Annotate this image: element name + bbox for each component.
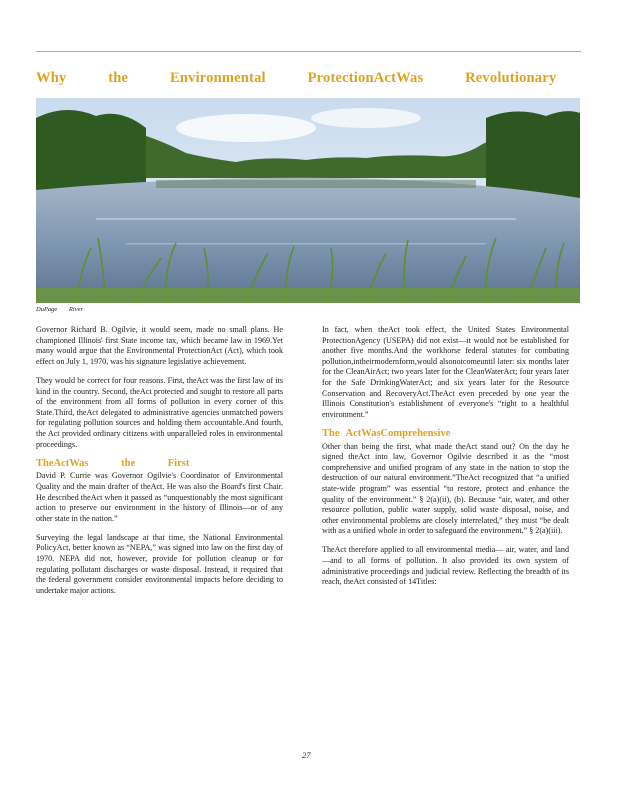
section-heading: TheActWas the First — [36, 457, 190, 469]
paragraph: Other than being the first, what made theAct stand out? On the day he signed theAct into law, Governor Ogilvie described it as the “most comprehensive and unified program of any state in the nation to stop the destruction of our natural environment.”TheAct recognized that “a unified state-wide program” was essential “to restore, protect and enhance the quality of the environment.” § 2(a)(ii), (b). Because “air, water, and other resource pollution, public water supply, solid waste disposal, noise, and other environmental problems are closely interrelated,” they must “be dealt with as a unified whole in order to safeguard the environment.” § 2(a)(iii). — [322, 441, 569, 536]
photo-caption: DuPage River — [36, 306, 84, 313]
paragraph: Governor Richard B. Ogilvie, it would seem, made no small plans. He championed Illinois' first State income tax, which became law in 1969.Yet many would argue that the Environmental ProtectionAct (Act), which took effect on July 1, 1970, was his signature legislative achievement. — [36, 325, 283, 366]
section-heading: The ActWasComprehensive — [322, 427, 451, 439]
paragraph: In fact, when theAct took effect, the United States Environmental ProtectionAgency (USEPA) did not exist—it would not be established for another five months.And the workhorse federal statutes for combating pollution,intheirmodernform,would alsonotcomeuntil later: six months later for the CleanAirAct; two years later for the CleanWaterAct; four years later for the Safe DrinkingWaterAct; and six years later for the Resource Conservation and RecoveryAct.TheAct even preceded by one year the Illinois Constitution's establishment of everyone's “right to a healthful environment.” — [322, 325, 569, 419]
river-photo — [36, 98, 580, 303]
paragraph: Surveying the legal landscape at that time, the National Environmental PolicyAct, better known as “NEPA,” was signed into law on the first day of 1970. NEPA did not, however, provide for pollution cleanup or for regulating pollutant discharges or waste disposal. Instead, it required that the federal government consider environmental impacts before deciding to undertake major actions. — [36, 532, 283, 595]
page-number: 27 — [302, 750, 311, 760]
left-column — [36, 325, 283, 605]
right-column — [322, 325, 569, 596]
header-rule — [36, 51, 581, 52]
paragraph: David P. Currie was Governor Ogilvie's Coordinator of Environmental Quality and the main drafter of theAct. He was also the Board's first Chair. He described theAct when it passed as “unquestionably the most significant action to preserve our environment in the history of Illinois—or of any other state in the nation.” — [36, 471, 283, 523]
page-title: Why the Environmental ProtectionActWas Revolutionary — [36, 70, 557, 86]
paragraph: TheAct therefore applied to all environmental media— air, water, and land—and to all forms of pollution. It also provided its own system of administrative proceedings and judicial review. Reflecting the breadth of its reach, theAct consisted of 14Titles: — [322, 545, 569, 587]
paragraph: They would be correct for four reasons. First, theAct was the first law of its kind in the country. Second, theAct protected and sought to restore all parts of the environment from all forms of pollution in every corner of this State.Third, theAct delegated to administrative agencies unmatched powers for regulating pollution sources and holding them accountable.And fourth, the Act provided ordinary citizens with unparalleled roles in environmental proceedings. — [36, 375, 283, 449]
